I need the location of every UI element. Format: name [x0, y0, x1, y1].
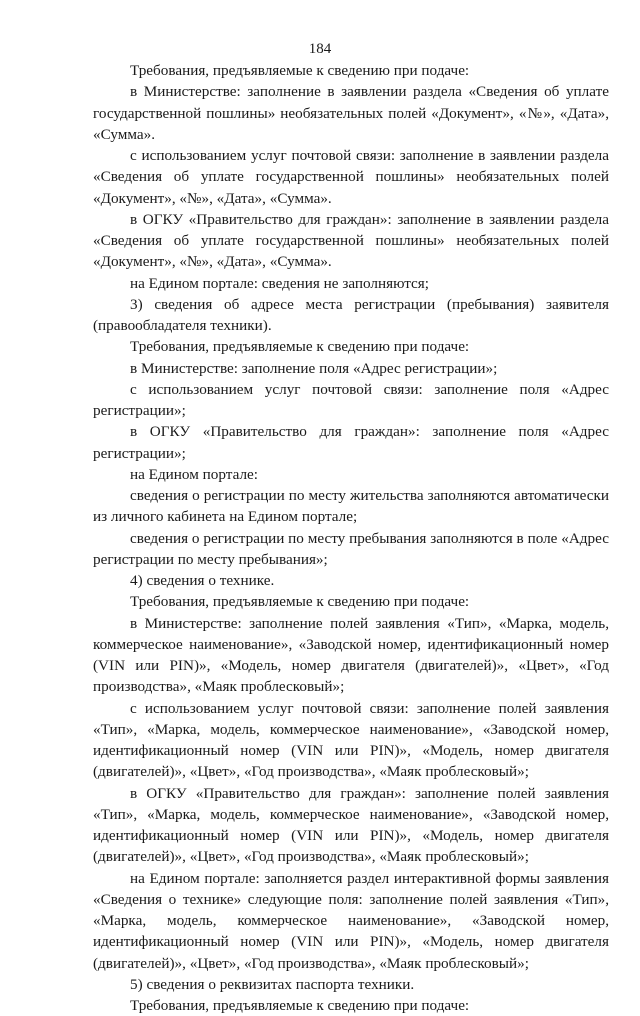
text-line: «Сведения о технике» следующие поля: заполнение полей заявления «Тип»,	[93, 890, 609, 908]
text-line: (VIN или PIN)», «Модель, номер двигателя (двигателей)», «Цвет», «Год	[93, 657, 609, 674]
text-line: «Документ», «№», «Дата», «Сумма».	[93, 253, 332, 271]
text-line: в Министерстве: заполнение полей заявления «Тип», «Марка, модель,	[130, 614, 609, 632]
text-line: «Сумма».	[93, 125, 155, 143]
text-line: идентификационный номер (VIN или PIN)», «Модель, номер двигателя	[93, 827, 609, 844]
text-line: регистрации»;	[93, 402, 186, 419]
text-line: регистрации»;	[93, 444, 186, 462]
text-line: регистрации по месту пребывания»;	[93, 550, 328, 568]
text-line: (двигателей)», «Цвет», «Год производства», «Маяк проблесковый»;	[93, 954, 529, 972]
text-line: в ОГКУ «Правительство для граждан»: заполнение в заявлении раздела	[130, 210, 609, 228]
text-line: на Едином портале: заполняется раздел интерактивной формы заявления	[130, 869, 609, 887]
text-line: сведения о регистрации по месту пребывания заполняются в поле «Адрес	[130, 529, 609, 547]
text-line: с использованием услуг почтовой связи: заполнение поля «Адрес	[130, 380, 609, 398]
text-line: (правообладателя техники).	[93, 317, 272, 334]
document-body	[93, 60, 609, 1016]
text-line: 4) сведения о технике.	[130, 572, 275, 589]
text-line: производства», «Маяк проблесковый»;	[93, 678, 345, 696]
text-line: (двигателей)», «Цвет», «Год производства», «Маяк проблесковый»;	[93, 848, 529, 866]
text-line: «Тип», «Марка, модель, коммерческое наименование», «Заводской номер,	[93, 720, 609, 738]
page-number: 184	[308, 41, 332, 57]
text-line: идентификационный номер (VIN или PIN)», «Модель, номер двигателя	[93, 933, 609, 951]
text-line: 3) сведения об адресе места регистрации (пребывания) заявителя	[130, 295, 609, 313]
text-line: «Сведения об уплате государственной пошлины» необязательных полей	[93, 168, 609, 186]
text-line: (двигателей)», «Цвет», «Год производства», «Маяк проблесковый»;	[93, 763, 529, 781]
text-line: государственной пошлины» необязательных полей «Документ», «№», «Дата»,	[93, 104, 609, 122]
text-line: Требования, предъявляемые к сведению при подаче:	[130, 593, 470, 611]
text-line: на Едином портале:	[130, 465, 258, 483]
text-line: Требования, предъявляемые к сведению при подаче:	[130, 997, 470, 1014]
text-line: в ОГКУ «Правительство для граждан»: заполнение полей заявления	[130, 784, 609, 802]
text-line: на Едином портале: сведения не заполняются;	[130, 274, 429, 292]
text-line: «Документ», «№», «Дата», «Сумма».	[93, 189, 332, 207]
text-line: идентификационный номер (VIN или PIN)», «Модель, номер двигателя	[93, 742, 609, 759]
text-line: в Министерстве: заполнение в заявлении раздела «Сведения об уплате	[130, 83, 609, 101]
text-line: «Сведения об уплате государственной пошлины» необязательных полей	[93, 232, 609, 249]
text-line: в ОГКУ «Правительство для граждан»: заполнение поля «Адрес	[130, 423, 609, 441]
text-line: в Министерстве: заполнение поля «Адрес регистрации»;	[130, 359, 498, 377]
text-line: с использованием услуг почтовой связи: заполнение в заявлении раздела	[130, 147, 609, 164]
text-line: из личного кабинета на Едином портале;	[93, 508, 358, 526]
text-line: коммерческое наименование», «Заводской номер, идентификационный номер	[93, 635, 609, 653]
text-line: 5) сведения о реквизитах паспорта техники.	[130, 975, 415, 993]
text-line: с использованием услуг почтовой связи: заполнение полей заявления	[130, 699, 609, 717]
text-line: Требования, предъявляемые к сведению при подаче:	[130, 338, 470, 356]
text-line: сведения о регистрации по месту жительства заполняются автоматически	[130, 487, 609, 504]
text-line: «Тип», «Марка, модель, коммерческое наименование», «Заводской номер,	[93, 805, 609, 823]
text-line: «Марка, модель, коммерческое наименование», «Заводской номер,	[93, 912, 609, 929]
text-line: Требования, предъявляемые к сведению при подаче:	[130, 62, 470, 79]
